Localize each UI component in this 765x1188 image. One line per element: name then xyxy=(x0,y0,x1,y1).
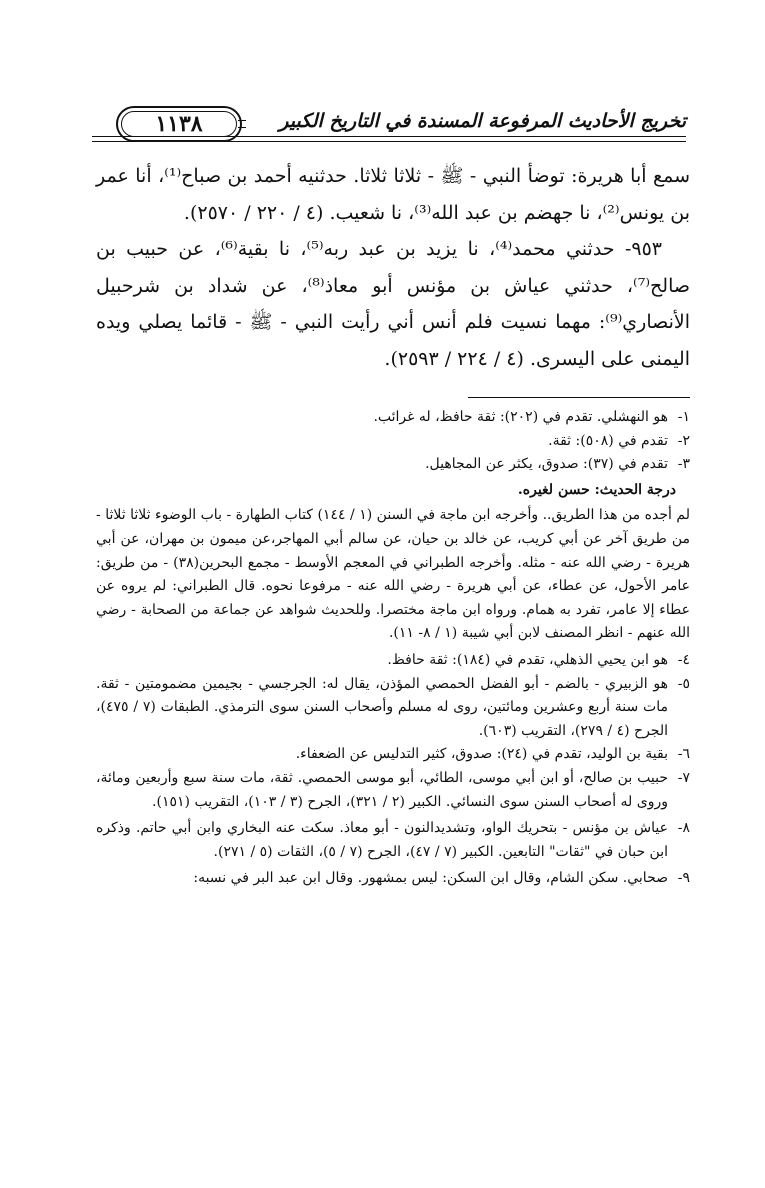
footnote-number: ٥- xyxy=(677,675,690,692)
footnote-number: ٦- xyxy=(677,746,690,763)
footnote-text: بقية بن الوليد، تقدم في (٢٤): صدوق، كثير التدليس عن الضعفاء. xyxy=(295,746,668,763)
footnotes xyxy=(96,406,690,891)
footnote-number: ٢- xyxy=(677,432,690,449)
takhrij-paragraph: لم أجده من هذا الطريق.. وأخرجه ابن ماجة في السنن (١ / ١٤٤) كتاب الطهارة - باب الوضوء ثلاثا ثلاثا - من طريق آخر عن أبي كريب، عن خالد بن حيان، عن سالم أبي المهاجر،عن ميمون بن مهران، عن أبي هريرة - رضي الله عنه - مثله. وأخرجه الطبراني في المعجم الأوسط - مجمع البحرين(٣٨) - من طريق: عامر الأحول، عن عطاء، عن أبي هريرة - رضي الله عنه - مرفوعا نحوه. قال الطبراني: لم يروه عن عطاء إلا عامر، تفرد به همام. ورواه ابن ماجة مختصرا. وللحديث شواهد عن جماعة من الصحابة - رضي الله عنهم - انظر المصنف لابن أبي شيبة (١ / ٨- ١١). xyxy=(96,507,690,642)
footnote-7 xyxy=(96,767,690,814)
footnote-9 xyxy=(96,867,690,891)
hadith-grade: درجة الحديث: حسن لغيره. xyxy=(517,481,676,498)
footnote-5 xyxy=(96,673,690,744)
footnote-number: ٧- xyxy=(677,769,690,786)
footnote-2 xyxy=(96,430,690,454)
running-title: تخريج الأحاديث المرفوعة المسندة في التاريخ الكبير xyxy=(279,110,686,132)
footnote-number: ٣- xyxy=(677,456,690,473)
footnote-6 xyxy=(96,743,690,767)
footnote-text: عياش بن مؤنس - بتحريك الواو، وتشديدالنون - أبو معاذ. سكت عنه البخاري وابن أبي حاتم. وذكره ابن حبان في "ثقات" التابعين. الكبير (٧ / ٤٧)، الجرح (٧ / ٥)، الثقات (٥ / ٢٧١). xyxy=(96,820,668,860)
footnote-number: ١- xyxy=(677,409,690,425)
footnote-text: هو النهشلي. تقدم في (٢٠٢): ثقة حافظ، له غرائب. xyxy=(373,409,668,425)
footnote-3 xyxy=(96,453,690,477)
footnote-4 xyxy=(96,649,690,673)
footnote-8 xyxy=(96,817,690,864)
footnote-number: ٤- xyxy=(677,651,690,668)
footnote-text: حبيب بن صالح، أو ابن أبي موسى، الطائي، أبو موسى الحمصي. ثقة، مات سنة سبع وأربعين ومائة، وروى له أصحاب السنن سوى النسائي. الكبير (٢ / ٣٢١)، الجرح (٣ / ١٠٣)، التقريب (١٥١). xyxy=(96,769,668,810)
footnote-1 xyxy=(96,406,690,430)
footnote-text: هو الزبيري - بالضم - أبو الفضل الحمصي المؤذن، يقال له: الجرجسي - بجيمين مضمومتين - ثقة. مات سنة أربع وعشرين ومائتين، روى له مسلم وأصحاب السنن سوى الترمذي. الطبقات (٧ / ٤٧٥)، الجرح (٤ / ٢٧٩)، التقريب (٦٠٣). xyxy=(96,675,669,739)
footnote-separator xyxy=(468,397,690,398)
main-text xyxy=(96,158,690,377)
footnote-text: صحابي. سكن الشام، وقال ابن السكن: ليس بمشهور. وقال ابن عبد البر في نسبه: xyxy=(193,870,668,887)
footnote-text: تقدم في (٥٠٨): ثقة. xyxy=(548,432,668,449)
page-header xyxy=(92,104,686,148)
hadith-953: ٩٥٣- حدثني محمد⁽⁴⁾، نا يزيد بن عبد ربه⁽⁵⁾، نا بقية⁽⁶⁾، عن حبيب بن صالح⁽⁷⁾، حدثني عياش بن مؤنس أبو معاذ⁽⁸⁾، عن شداد بن شرحبيل الأنصاري⁽⁹⁾: مهما نسيت فلم أنس أني رأيت النبي - ﷺ - قائما يصلي ويده اليمنى على اليسرى. (٤ / ٢٢٤ / ٢٥٩٣). xyxy=(96,238,690,370)
header-double-rule xyxy=(92,136,686,142)
footnote-number: ٩- xyxy=(677,870,690,887)
main-paragraph-1: سمع أبا هريرة: توضأ النبي - ﷺ - ثلاثا ثلاثا. حدثنيه أحمد بن صباح⁽¹⁾، أنا عمر بن يونس⁽²⁾، نا جهضم بن عبد الله⁽³⁾، نا شعيب. (٤ / ٢٢٠ / ٢٥٧٠). xyxy=(96,165,690,224)
footnote-text: تقدم في (٣٧): صدوق، يكثر عن المجاهيل. xyxy=(425,456,668,473)
footnote-text: هو ابن يحيي الذهلي، تقدم في (١٨٤): ثقة حافظ. xyxy=(387,651,668,668)
page-number: ١١٣٨ xyxy=(155,111,203,137)
footnote-number: ٨- xyxy=(677,820,690,837)
